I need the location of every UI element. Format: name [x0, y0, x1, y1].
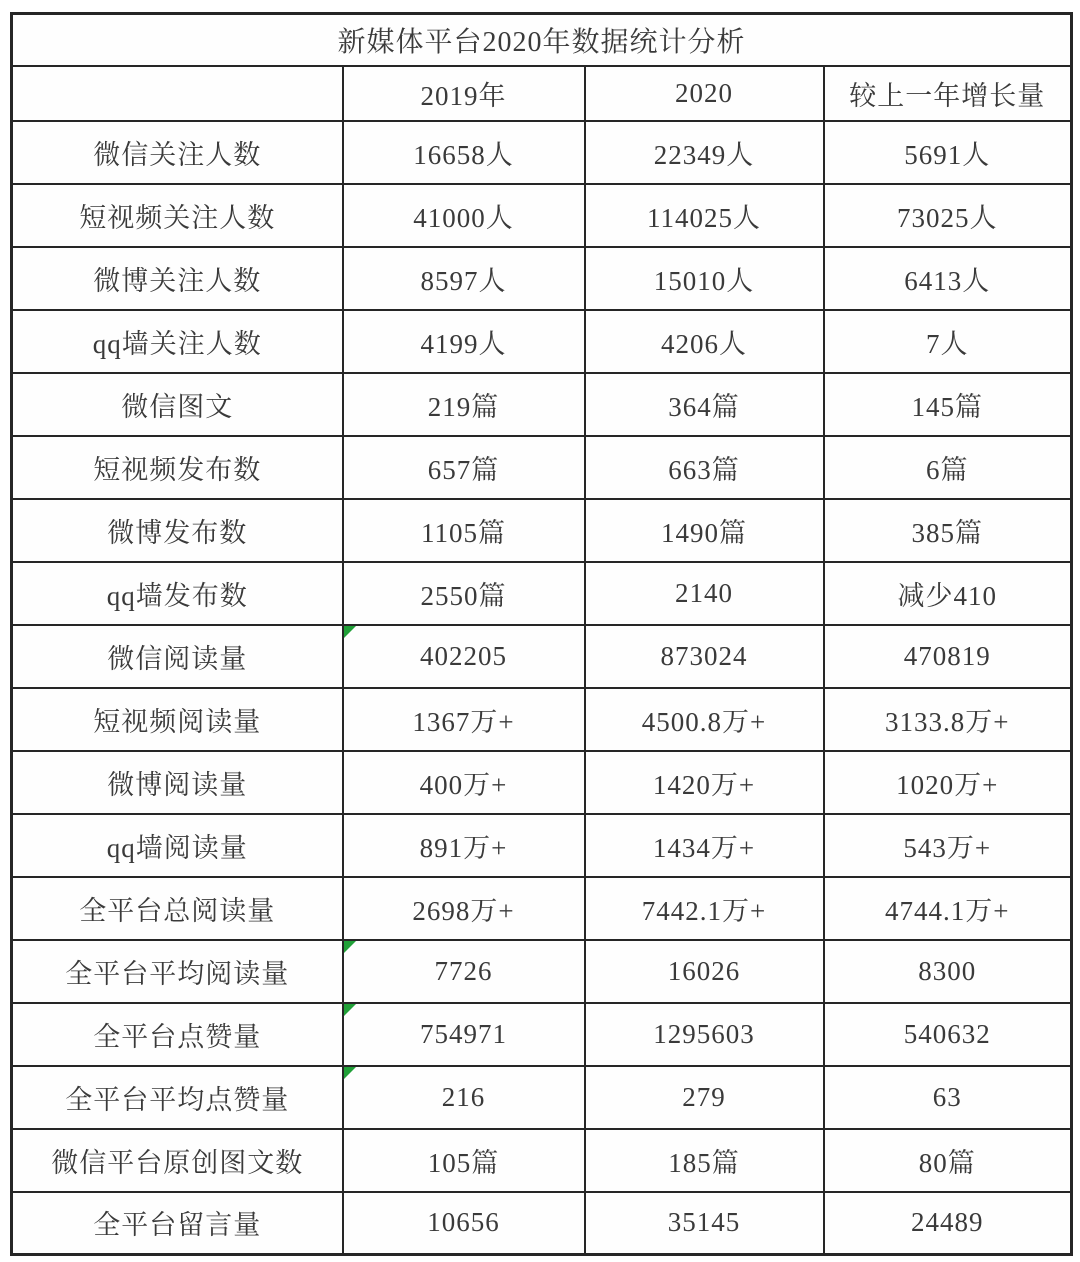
- value-2020: 364篇: [585, 373, 824, 436]
- table-row: [12, 121, 1072, 184]
- value-growth: 470819: [824, 625, 1072, 688]
- row-label: 短视频发布数: [12, 436, 343, 499]
- value-2020: 16026: [585, 940, 824, 1003]
- row-label: 微信图文: [12, 373, 343, 436]
- value-2019: 4199人: [343, 310, 585, 373]
- value-growth: 6413人: [824, 247, 1072, 310]
- value-2020: 1420万+: [585, 751, 824, 814]
- table-row: [12, 1129, 1072, 1192]
- value-2019: 754971: [343, 1003, 585, 1066]
- table-row: [12, 184, 1072, 247]
- row-label: qq墙关注人数: [12, 310, 343, 373]
- value-2020: 279: [585, 1066, 824, 1129]
- value-growth: 1020万+: [824, 751, 1072, 814]
- table-row: [12, 436, 1072, 499]
- table-row: [12, 814, 1072, 877]
- table-row: [12, 940, 1072, 1003]
- value-2019: 402205: [343, 625, 585, 688]
- value-2019: 219篇: [343, 373, 585, 436]
- value-growth: 385篇: [824, 499, 1072, 562]
- value-2019: 216: [343, 1066, 585, 1129]
- column-header-empty: [12, 66, 343, 121]
- value-growth: 540632: [824, 1003, 1072, 1066]
- row-label: 微博阅读量: [12, 751, 343, 814]
- value-growth: 24489: [824, 1192, 1072, 1255]
- value-2020: 15010人: [585, 247, 824, 310]
- row-label: qq墙阅读量: [12, 814, 343, 877]
- table-row: [12, 247, 1072, 310]
- value-growth: 7人: [824, 310, 1072, 373]
- value-2020: 663篇: [585, 436, 824, 499]
- value-2020: 114025人: [585, 184, 824, 247]
- row-label: 微信关注人数: [12, 121, 343, 184]
- column-header-growth: 较上一年增长量: [824, 66, 1072, 121]
- column-header-2019: 2019年: [343, 66, 585, 121]
- row-label: 微博关注人数: [12, 247, 343, 310]
- value-2020: 185篇: [585, 1129, 824, 1192]
- table-row: [12, 562, 1072, 625]
- value-2020: 2140: [585, 562, 824, 625]
- value-2019: 41000人: [343, 184, 585, 247]
- row-label: 全平台平均阅读量: [12, 940, 343, 1003]
- value-growth: 5691人: [824, 121, 1072, 184]
- row-label: 全平台总阅读量: [12, 877, 343, 940]
- value-2020: 4500.8万+: [585, 688, 824, 751]
- row-label: 全平台平均点赞量: [12, 1066, 343, 1129]
- cell-flag-triangle-icon: [344, 1067, 356, 1079]
- table-row: [12, 1066, 1072, 1129]
- table-row: [12, 373, 1072, 436]
- value-2020: 1434万+: [585, 814, 824, 877]
- cell-flag-triangle-icon: [344, 1004, 356, 1016]
- value-2020: 22349人: [585, 121, 824, 184]
- column-header-2020: 2020: [585, 66, 824, 121]
- value-growth: 145篇: [824, 373, 1072, 436]
- table-row: [12, 499, 1072, 562]
- table-row: [12, 688, 1072, 751]
- value-2020: 1490篇: [585, 499, 824, 562]
- header-row: [12, 66, 1072, 121]
- value-2019: 2698万+: [343, 877, 585, 940]
- value-2019: 105篇: [343, 1129, 585, 1192]
- value-growth: 6篇: [824, 436, 1072, 499]
- value-2019: 891万+: [343, 814, 585, 877]
- value-growth: 73025人: [824, 184, 1072, 247]
- table-body: [12, 121, 1072, 1255]
- stats-table: [10, 12, 1073, 1256]
- value-2019: 8597人: [343, 247, 585, 310]
- table-row: [12, 751, 1072, 814]
- row-label: 微信阅读量: [12, 625, 343, 688]
- value-2019: 1367万+: [343, 688, 585, 751]
- value-growth: 3133.8万+: [824, 688, 1072, 751]
- table-row: [12, 877, 1072, 940]
- cell-flag-triangle-icon: [344, 941, 356, 953]
- value-growth: 80篇: [824, 1129, 1072, 1192]
- value-2019: 2550篇: [343, 562, 585, 625]
- row-label: 全平台留言量: [12, 1192, 343, 1255]
- value-growth: 63: [824, 1066, 1072, 1129]
- value-2019: 10656: [343, 1192, 585, 1255]
- value-2020: 4206人: [585, 310, 824, 373]
- row-label: 短视频阅读量: [12, 688, 343, 751]
- value-2020: 873024: [585, 625, 824, 688]
- value-growth: 543万+: [824, 814, 1072, 877]
- value-2019: 657篇: [343, 436, 585, 499]
- value-2020: 1295603: [585, 1003, 824, 1066]
- value-2019: 7726: [343, 940, 585, 1003]
- table-row: [12, 625, 1072, 688]
- value-growth: 减少410: [824, 562, 1072, 625]
- value-2019: 1105篇: [343, 499, 585, 562]
- row-label: 微信平台原创图文数: [12, 1129, 343, 1192]
- table-title: 新媒体平台2020年数据统计分析: [12, 14, 1072, 66]
- cell-flag-triangle-icon: [344, 626, 356, 638]
- value-2020: 35145: [585, 1192, 824, 1255]
- row-label: 全平台点赞量: [12, 1003, 343, 1066]
- table-row: [12, 1003, 1072, 1066]
- value-2020: 7442.1万+: [585, 877, 824, 940]
- row-label: qq墙发布数: [12, 562, 343, 625]
- table-row: [12, 1192, 1072, 1255]
- row-label: 微博发布数: [12, 499, 343, 562]
- table-row: [12, 310, 1072, 373]
- value-growth: 4744.1万+: [824, 877, 1072, 940]
- title-row: [12, 14, 1072, 66]
- row-label: 短视频关注人数: [12, 184, 343, 247]
- value-growth: 8300: [824, 940, 1072, 1003]
- value-2019: 400万+: [343, 751, 585, 814]
- value-2019: 16658人: [343, 121, 585, 184]
